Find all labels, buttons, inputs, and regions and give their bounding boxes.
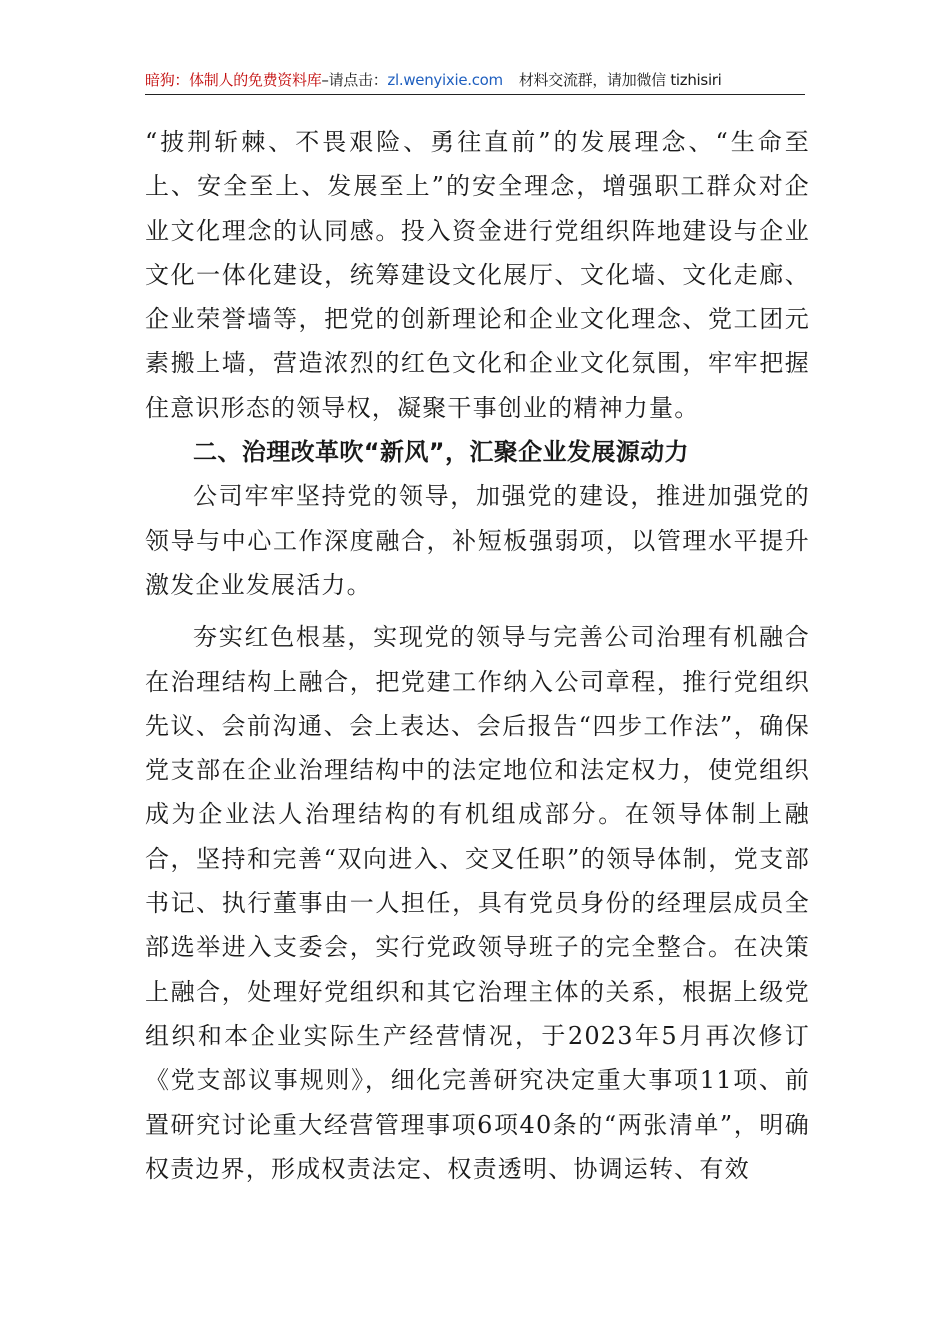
body-paragraph: 夯实红色根基，实现党的领导与完善公司治理有机融合在治理结构上融合，把党建工作纳入公司章程，推行党组织先议、会前沟通、会上表达、会后报告“四步工作法”，确保党支部在企业治理结构中的法定地位和法定权力，使党组织成为企业法人治理结构的有机组成部分。在领导体制上融合，坚持和完善“双向进入、交叉任职”的领导体制，党支部书记、执行董事由一人担任，具有党员身份的经理层成员全部选举进入支委会，实行党政领导班子的完全整合。在决策上融合，处理好党组织和其它治理主体的关系，根据上级党组织和本企业实际生产经营情况，于2023年5月再次修订《党支部议事规则》，细化完善研究决定重大事项11项、前置研究讨论重大经营管理事项6项40条的“两张清单”，明确权责边界，形成权责法定、权责透明、协调运转、有效 [145, 623, 810, 1183]
page-header [145, 68, 805, 92]
body-paragraph: “披荆斩棘、不畏艰险、勇往直前”的发展理念、“生命至上、安全至上、发展至上”的安全理念，增强职工群众对企业文化理念的认同感。投入资金进行党组织阵地建设与企业文化一体化建设，统筹建设文化展厅、文化墙、文化走廊、企业荣誉墙等，把党的创新理论和企业文化理念、党工团元素搬上墙，营造浓烈的红色文化和企业文化氛围，牢牢把握住意识形态的领导权，凝聚干事创业的精神力量。 [145, 128, 810, 422]
section-heading: 二、治理改革吹“新风”，汇聚企业发展源动力 [193, 438, 689, 467]
header-divider [145, 94, 805, 95]
header-group-info: 材料交流群，请加微信 tizhisiri [518, 71, 722, 89]
document-body [145, 120, 810, 1191]
header-prompt: –请点击： [321, 71, 388, 89]
body-paragraph: 公司牢牢坚持党的领导，加强党的建设，推进加强党的领导与中心工作深度融合，补短板强弱项，以管理水平提升激发企业发展活力。 [145, 482, 810, 599]
header-link[interactable]: zl.wenyixie.com [387, 71, 503, 89]
header-brand: 暗狗：体制人的免费资料库 [145, 71, 322, 89]
